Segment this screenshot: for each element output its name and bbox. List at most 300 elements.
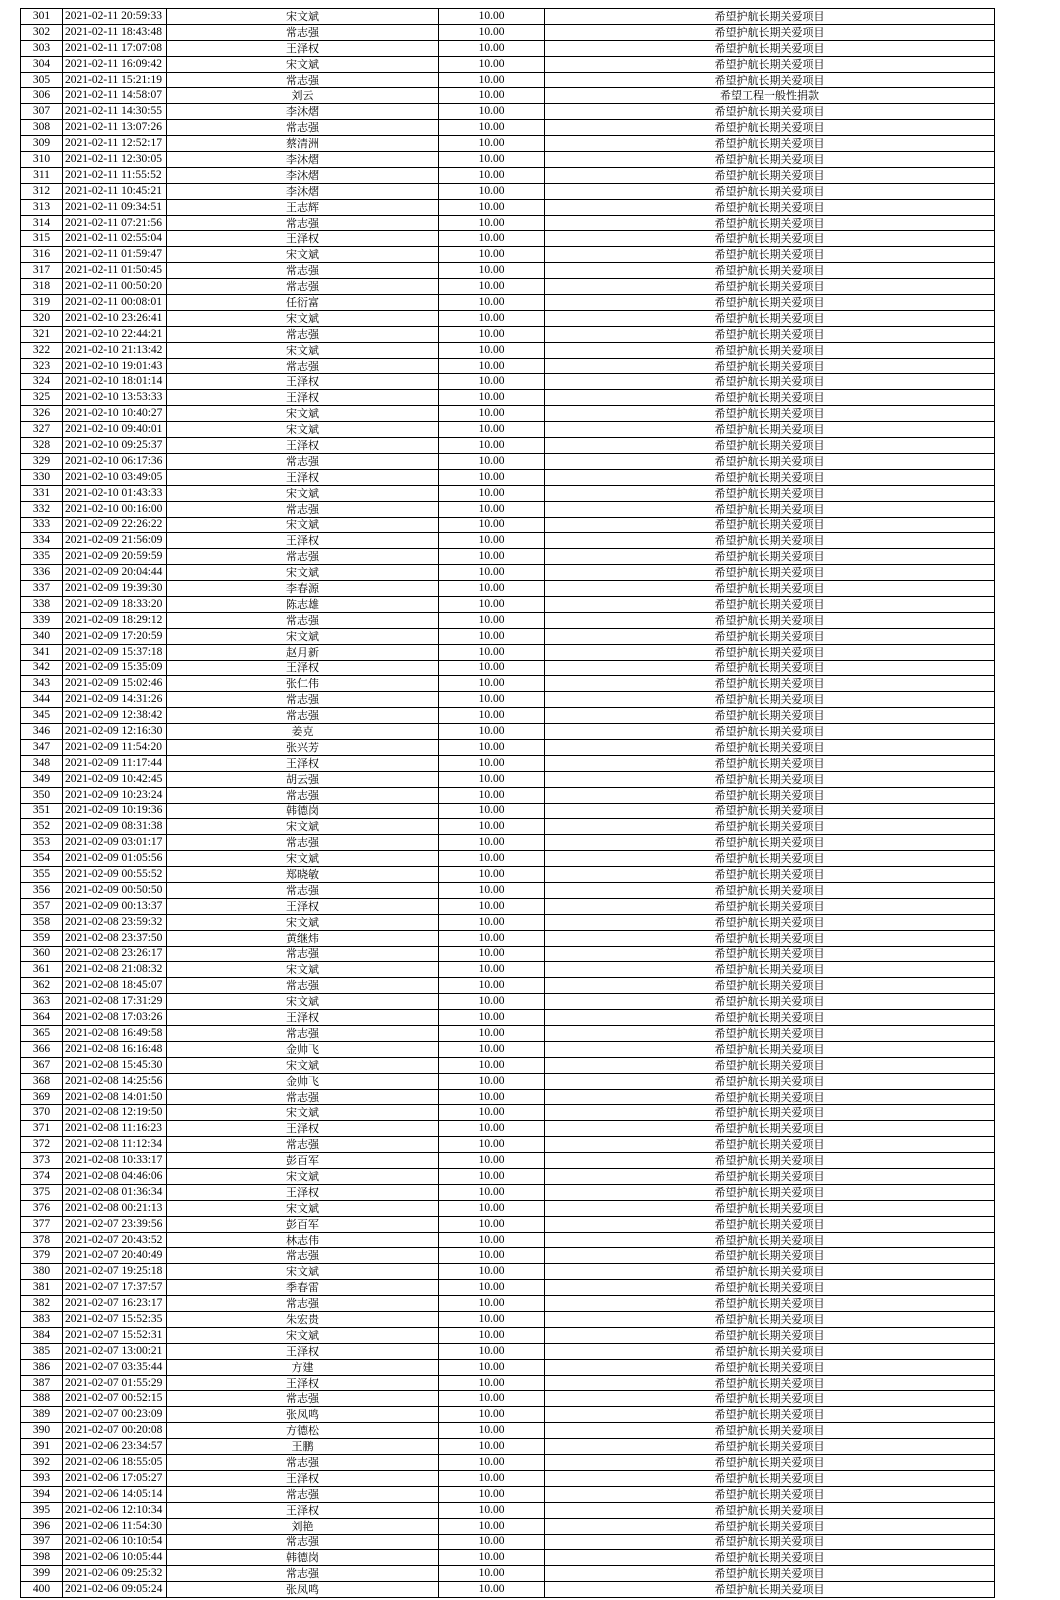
table-row xyxy=(21,104,995,120)
table-row xyxy=(21,549,995,565)
donor-name-cell: 黄继炜 xyxy=(167,930,439,946)
project-name-cell: 希望护航长期关爱项目 xyxy=(545,1105,995,1121)
serial-number-cell: 358 xyxy=(21,914,63,930)
serial-number-cell: 312 xyxy=(21,183,63,199)
amount-cell: 10.00 xyxy=(439,1200,545,1216)
serial-number-cell: 371 xyxy=(21,1121,63,1137)
donation-time-cell: 2021-02-09 14:31:26 xyxy=(63,692,167,708)
table-row xyxy=(21,279,995,295)
serial-number-cell: 365 xyxy=(21,1026,63,1042)
donor-name-cell: 常志强 xyxy=(167,1137,439,1153)
table-row xyxy=(21,1041,995,1057)
donor-name-cell: 姜克 xyxy=(167,724,439,740)
serial-number-cell: 360 xyxy=(21,946,63,962)
donor-name-cell: 张凤鸣 xyxy=(167,1582,439,1598)
project-name-cell: 希望护航长期关爱项目 xyxy=(545,1518,995,1534)
amount-cell: 10.00 xyxy=(439,1582,545,1598)
project-name-cell: 希望护航长期关爱项目 xyxy=(545,1041,995,1057)
table-row xyxy=(21,342,995,358)
table-row xyxy=(21,40,995,56)
table-row xyxy=(21,660,995,676)
amount-cell: 10.00 xyxy=(439,1534,545,1550)
serial-number-cell: 314 xyxy=(21,215,63,231)
serial-number-cell: 373 xyxy=(21,1153,63,1169)
project-name-cell: 希望护航长期关爱项目 xyxy=(545,1073,995,1089)
donor-name-cell: 王泽权 xyxy=(167,755,439,771)
project-name-cell: 希望护航长期关爱项目 xyxy=(545,1089,995,1105)
table-row xyxy=(21,1534,995,1550)
project-name-cell: 希望护航长期关爱项目 xyxy=(545,1248,995,1264)
serial-number-cell: 341 xyxy=(21,644,63,660)
table-row xyxy=(21,469,995,485)
table-row xyxy=(21,1502,995,1518)
serial-number-cell: 320 xyxy=(21,310,63,326)
table-row xyxy=(21,438,995,454)
donation-time-cell: 2021-02-09 15:35:09 xyxy=(63,660,167,676)
serial-number-cell: 367 xyxy=(21,1057,63,1073)
table-row xyxy=(21,1153,995,1169)
amount-cell: 10.00 xyxy=(439,549,545,565)
donation-time-cell: 2021-02-10 22:44:21 xyxy=(63,326,167,342)
donation-time-cell: 2021-02-07 00:23:09 xyxy=(63,1407,167,1423)
project-name-cell: 希望护航长期关爱项目 xyxy=(545,1439,995,1455)
donor-name-cell: 常志强 xyxy=(167,120,439,136)
serial-number-cell: 340 xyxy=(21,628,63,644)
donation-time-cell: 2021-02-11 17:07:08 xyxy=(63,40,167,56)
donation-time-cell: 2021-02-06 17:05:27 xyxy=(63,1470,167,1486)
donation-time-cell: 2021-02-09 15:02:46 xyxy=(63,676,167,692)
serial-number-cell: 335 xyxy=(21,549,63,565)
table-row xyxy=(21,692,995,708)
donation-time-cell: 2021-02-10 09:25:37 xyxy=(63,438,167,454)
project-name-cell: 希望护航长期关爱项目 xyxy=(545,1137,995,1153)
table-row xyxy=(21,628,995,644)
project-name-cell: 希望护航长期关爱项目 xyxy=(545,438,995,454)
donation-time-cell: 2021-02-08 23:59:32 xyxy=(63,914,167,930)
project-name-cell: 希望护航长期关爱项目 xyxy=(545,120,995,136)
project-name-cell: 希望护航长期关爱项目 xyxy=(545,390,995,406)
amount-cell: 10.00 xyxy=(439,406,545,422)
serial-number-cell: 313 xyxy=(21,199,63,215)
donation-time-cell: 2021-02-08 01:36:34 xyxy=(63,1184,167,1200)
serial-number-cell: 390 xyxy=(21,1423,63,1439)
serial-number-cell: 329 xyxy=(21,453,63,469)
serial-number-cell: 305 xyxy=(21,72,63,88)
donation-time-cell: 2021-02-11 14:58:07 xyxy=(63,88,167,104)
donor-name-cell: 常志强 xyxy=(167,1455,439,1471)
serial-number-cell: 399 xyxy=(21,1566,63,1582)
table-row xyxy=(21,1423,995,1439)
serial-number-cell: 316 xyxy=(21,247,63,263)
project-name-cell: 希望护航长期关爱项目 xyxy=(545,882,995,898)
donor-name-cell: 赵月新 xyxy=(167,644,439,660)
donor-name-cell: 王鹏 xyxy=(167,1439,439,1455)
amount-cell: 10.00 xyxy=(439,24,545,40)
table-row xyxy=(21,183,995,199)
table-row xyxy=(21,994,995,1010)
amount-cell: 10.00 xyxy=(439,9,545,25)
table-row xyxy=(21,1280,995,1296)
donor-name-cell: 常志强 xyxy=(167,835,439,851)
table-row xyxy=(21,24,995,40)
amount-cell: 10.00 xyxy=(439,755,545,771)
donation-time-cell: 2021-02-11 20:59:33 xyxy=(63,9,167,25)
table-row xyxy=(21,215,995,231)
project-name-cell: 希望护航长期关爱项目 xyxy=(545,803,995,819)
donation-time-cell: 2021-02-09 11:54:20 xyxy=(63,739,167,755)
donor-name-cell: 王志辉 xyxy=(167,199,439,215)
table-row xyxy=(21,755,995,771)
amount-cell: 10.00 xyxy=(439,56,545,72)
donation-time-cell: 2021-02-11 16:09:42 xyxy=(63,56,167,72)
donation-time-cell: 2021-02-10 00:16:00 xyxy=(63,501,167,517)
donor-name-cell: 王泽权 xyxy=(167,231,439,247)
serial-number-cell: 366 xyxy=(21,1041,63,1057)
donor-name-cell: 常志强 xyxy=(167,1248,439,1264)
donor-name-cell: 王泽权 xyxy=(167,1470,439,1486)
amount-cell: 10.00 xyxy=(439,279,545,295)
donation-time-cell: 2021-02-09 22:26:22 xyxy=(63,517,167,533)
project-name-cell: 希望护航长期关爱项目 xyxy=(545,787,995,803)
donation-time-cell: 2021-02-07 03:35:44 xyxy=(63,1359,167,1375)
donor-name-cell: 常志强 xyxy=(167,946,439,962)
project-name-cell: 希望护航长期关爱项目 xyxy=(545,263,995,279)
serial-number-cell: 363 xyxy=(21,994,63,1010)
table-row xyxy=(21,1184,995,1200)
donor-name-cell: 彭百军 xyxy=(167,1216,439,1232)
serial-number-cell: 349 xyxy=(21,771,63,787)
donor-name-cell: 常志强 xyxy=(167,612,439,628)
project-name-cell: 希望护航长期关爱项目 xyxy=(545,1026,995,1042)
amount-cell: 10.00 xyxy=(439,708,545,724)
table-row xyxy=(21,1216,995,1232)
project-name-cell: 希望护航长期关爱项目 xyxy=(545,40,995,56)
donation-time-cell: 2021-02-11 12:52:17 xyxy=(63,136,167,152)
amount-cell: 10.00 xyxy=(439,565,545,581)
donation-time-cell: 2021-02-10 10:40:27 xyxy=(63,406,167,422)
serial-number-cell: 357 xyxy=(21,898,63,914)
table-row xyxy=(21,1566,995,1582)
amount-cell: 10.00 xyxy=(439,1312,545,1328)
donor-name-cell: 季春雷 xyxy=(167,1280,439,1296)
amount-cell: 10.00 xyxy=(439,374,545,390)
amount-cell: 10.00 xyxy=(439,1470,545,1486)
donation-time-cell: 2021-02-08 18:45:07 xyxy=(63,978,167,994)
amount-cell: 10.00 xyxy=(439,342,545,358)
amount-cell: 10.00 xyxy=(439,469,545,485)
donor-name-cell: 常志强 xyxy=(167,1391,439,1407)
donor-name-cell: 常志强 xyxy=(167,708,439,724)
serial-number-cell: 308 xyxy=(21,120,63,136)
table-row xyxy=(21,1296,995,1312)
donation-time-cell: 2021-02-09 10:42:45 xyxy=(63,771,167,787)
serial-number-cell: 380 xyxy=(21,1264,63,1280)
donation-time-cell: 2021-02-06 12:10:34 xyxy=(63,1502,167,1518)
serial-number-cell: 361 xyxy=(21,962,63,978)
project-name-cell: 希望护航长期关爱项目 xyxy=(545,1057,995,1073)
serial-number-cell: 400 xyxy=(21,1582,63,1598)
project-name-cell: 希望护航长期关爱项目 xyxy=(545,1280,995,1296)
serial-number-cell: 323 xyxy=(21,358,63,374)
donor-name-cell: 李沐熠 xyxy=(167,152,439,168)
project-name-cell: 希望护航长期关爱项目 xyxy=(545,136,995,152)
table-row xyxy=(21,914,995,930)
table-row xyxy=(21,946,995,962)
amount-cell: 10.00 xyxy=(439,453,545,469)
project-name-cell: 希望护航长期关爱项目 xyxy=(545,72,995,88)
serial-number-cell: 342 xyxy=(21,660,63,676)
amount-cell: 10.00 xyxy=(439,231,545,247)
donor-name-cell: 陈志雄 xyxy=(167,596,439,612)
project-name-cell: 希望护航长期关爱项目 xyxy=(545,549,995,565)
table-row xyxy=(21,1264,995,1280)
donation-time-cell: 2021-02-07 00:52:15 xyxy=(63,1391,167,1407)
table-row xyxy=(21,501,995,517)
serial-number-cell: 310 xyxy=(21,152,63,168)
amount-cell: 10.00 xyxy=(439,1391,545,1407)
donor-name-cell: 常志强 xyxy=(167,263,439,279)
amount-cell: 10.00 xyxy=(439,1216,545,1232)
table-row xyxy=(21,326,995,342)
amount-cell: 10.00 xyxy=(439,787,545,803)
serial-number-cell: 364 xyxy=(21,1010,63,1026)
donor-name-cell: 李沐熠 xyxy=(167,167,439,183)
donation-time-cell: 2021-02-11 12:30:05 xyxy=(63,152,167,168)
donor-name-cell: 常志强 xyxy=(167,787,439,803)
table-row xyxy=(21,1518,995,1534)
serial-number-cell: 389 xyxy=(21,1407,63,1423)
amount-cell: 10.00 xyxy=(439,1423,545,1439)
donation-time-cell: 2021-02-06 11:54:30 xyxy=(63,1518,167,1534)
donation-time-cell: 2021-02-10 23:26:41 xyxy=(63,310,167,326)
donor-name-cell: 王泽权 xyxy=(167,1375,439,1391)
serial-number-cell: 324 xyxy=(21,374,63,390)
amount-cell: 10.00 xyxy=(439,1137,545,1153)
project-name-cell: 希望护航长期关爱项目 xyxy=(545,962,995,978)
table-row xyxy=(21,406,995,422)
amount-cell: 10.00 xyxy=(439,1407,545,1423)
donor-name-cell: 常志强 xyxy=(167,1486,439,1502)
donation-time-cell: 2021-02-11 13:07:26 xyxy=(63,120,167,136)
donor-name-cell: 王泽权 xyxy=(167,374,439,390)
amount-cell: 10.00 xyxy=(439,612,545,628)
project-name-cell: 希望护航长期关爱项目 xyxy=(545,1216,995,1232)
serial-number-cell: 356 xyxy=(21,882,63,898)
donor-name-cell: 张凤鸣 xyxy=(167,1407,439,1423)
project-name-cell: 希望护航长期关爱项目 xyxy=(545,1010,995,1026)
serial-number-cell: 377 xyxy=(21,1216,63,1232)
serial-number-cell: 388 xyxy=(21,1391,63,1407)
table-row xyxy=(21,374,995,390)
serial-number-cell: 362 xyxy=(21,978,63,994)
amount-cell: 10.00 xyxy=(439,946,545,962)
donation-time-cell: 2021-02-07 17:37:57 xyxy=(63,1280,167,1296)
donor-name-cell: 宋文斌 xyxy=(167,1105,439,1121)
donor-name-cell: 韩德岗 xyxy=(167,1550,439,1566)
serial-number-cell: 386 xyxy=(21,1359,63,1375)
donation-time-cell: 2021-02-08 11:12:34 xyxy=(63,1137,167,1153)
project-name-cell: 希望护航长期关爱项目 xyxy=(545,565,995,581)
amount-cell: 10.00 xyxy=(439,517,545,533)
project-name-cell: 希望护航长期关爱项目 xyxy=(545,596,995,612)
donation-time-cell: 2021-02-10 03:49:05 xyxy=(63,469,167,485)
serial-number-cell: 348 xyxy=(21,755,63,771)
project-name-cell: 希望护航长期关爱项目 xyxy=(545,1582,995,1598)
table-row xyxy=(21,9,995,25)
amount-cell: 10.00 xyxy=(439,1057,545,1073)
amount-cell: 10.00 xyxy=(439,1121,545,1137)
serial-number-cell: 336 xyxy=(21,565,63,581)
serial-number-cell: 334 xyxy=(21,533,63,549)
serial-number-cell: 393 xyxy=(21,1470,63,1486)
amount-cell: 10.00 xyxy=(439,88,545,104)
donation-time-cell: 2021-02-06 09:25:32 xyxy=(63,1566,167,1582)
project-name-cell: 希望护航长期关爱项目 xyxy=(545,453,995,469)
donation-time-cell: 2021-02-08 14:01:50 xyxy=(63,1089,167,1105)
amount-cell: 10.00 xyxy=(439,136,545,152)
table-row xyxy=(21,136,995,152)
serial-number-cell: 370 xyxy=(21,1105,63,1121)
project-name-cell: 希望护航长期关爱项目 xyxy=(545,1359,995,1375)
table-row xyxy=(21,771,995,787)
amount-cell: 10.00 xyxy=(439,1232,545,1248)
table-row xyxy=(21,533,995,549)
table-row xyxy=(21,1407,995,1423)
table-row xyxy=(21,88,995,104)
project-name-cell: 希望护航长期关爱项目 xyxy=(545,819,995,835)
serial-number-cell: 351 xyxy=(21,803,63,819)
amount-cell: 10.00 xyxy=(439,676,545,692)
donor-name-cell: 宋文斌 xyxy=(167,851,439,867)
amount-cell: 10.00 xyxy=(439,501,545,517)
donor-name-cell: 常志强 xyxy=(167,453,439,469)
table-row xyxy=(21,310,995,326)
donation-time-cell: 2021-02-08 11:16:23 xyxy=(63,1121,167,1137)
project-name-cell: 希望护航长期关爱项目 xyxy=(545,739,995,755)
amount-cell: 10.00 xyxy=(439,72,545,88)
serial-number-cell: 339 xyxy=(21,612,63,628)
donor-name-cell: 王泽权 xyxy=(167,469,439,485)
amount-cell: 10.00 xyxy=(439,1248,545,1264)
amount-cell: 10.00 xyxy=(439,199,545,215)
donation-time-cell: 2021-02-11 11:55:52 xyxy=(63,167,167,183)
serial-number-cell: 379 xyxy=(21,1248,63,1264)
amount-cell: 10.00 xyxy=(439,692,545,708)
amount-cell: 10.00 xyxy=(439,358,545,374)
project-name-cell: 希望护航长期关爱项目 xyxy=(545,851,995,867)
project-name-cell: 希望护航长期关爱项目 xyxy=(545,724,995,740)
amount-cell: 10.00 xyxy=(439,596,545,612)
amount-cell: 10.00 xyxy=(439,1502,545,1518)
donation-time-cell: 2021-02-09 00:13:37 xyxy=(63,898,167,914)
table-row xyxy=(21,485,995,501)
donor-name-cell: 宋文斌 xyxy=(167,517,439,533)
donor-name-cell: 王泽权 xyxy=(167,660,439,676)
project-name-cell: 希望护航长期关爱项目 xyxy=(545,1312,995,1328)
donation-time-cell: 2021-02-11 10:45:21 xyxy=(63,183,167,199)
amount-cell: 10.00 xyxy=(439,1089,545,1105)
donor-name-cell: 常志强 xyxy=(167,279,439,295)
amount-cell: 10.00 xyxy=(439,183,545,199)
serial-number-cell: 395 xyxy=(21,1502,63,1518)
serial-number-cell: 302 xyxy=(21,24,63,40)
donor-name-cell: 王泽权 xyxy=(167,438,439,454)
donation-time-cell: 2021-02-08 15:45:30 xyxy=(63,1057,167,1073)
project-name-cell: 希望护航长期关爱项目 xyxy=(545,978,995,994)
table-row xyxy=(21,803,995,819)
donor-name-cell: 金帅飞 xyxy=(167,1073,439,1089)
amount-cell: 10.00 xyxy=(439,1566,545,1582)
serial-number-cell: 396 xyxy=(21,1518,63,1534)
table-row xyxy=(21,422,995,438)
donation-time-cell: 2021-02-07 19:25:18 xyxy=(63,1264,167,1280)
serial-number-cell: 311 xyxy=(21,167,63,183)
donation-time-cell: 2021-02-08 23:26:17 xyxy=(63,946,167,962)
table-row xyxy=(21,644,995,660)
amount-cell: 10.00 xyxy=(439,326,545,342)
project-name-cell: 希望护航长期关爱项目 xyxy=(545,1455,995,1471)
donor-name-cell: 胡云强 xyxy=(167,771,439,787)
serial-number-cell: 353 xyxy=(21,835,63,851)
table-row xyxy=(21,708,995,724)
donor-name-cell: 朱宏贵 xyxy=(167,1312,439,1328)
project-name-cell: 希望护航长期关爱项目 xyxy=(545,501,995,517)
project-name-cell: 希望护航长期关爱项目 xyxy=(545,215,995,231)
donor-name-cell: 蔡清洲 xyxy=(167,136,439,152)
project-name-cell: 希望护航长期关爱项目 xyxy=(545,930,995,946)
serial-number-cell: 381 xyxy=(21,1280,63,1296)
donor-name-cell: 宋文斌 xyxy=(167,962,439,978)
project-name-cell: 希望护航长期关爱项目 xyxy=(545,104,995,120)
serial-number-cell: 384 xyxy=(21,1327,63,1343)
project-name-cell: 希望护航长期关爱项目 xyxy=(545,326,995,342)
donor-name-cell: 常志强 xyxy=(167,1296,439,1312)
donation-time-cell: 2021-02-08 16:49:58 xyxy=(63,1026,167,1042)
project-name-cell: 希望护航长期关爱项目 xyxy=(545,231,995,247)
project-name-cell: 希望护航长期关爱项目 xyxy=(545,676,995,692)
amount-cell: 10.00 xyxy=(439,644,545,660)
project-name-cell: 希望护航长期关爱项目 xyxy=(545,628,995,644)
serial-number-cell: 383 xyxy=(21,1312,63,1328)
donor-name-cell: 宋文斌 xyxy=(167,1264,439,1280)
donor-name-cell: 宋文斌 xyxy=(167,1200,439,1216)
donation-time-cell: 2021-02-07 16:23:17 xyxy=(63,1296,167,1312)
serial-number-cell: 354 xyxy=(21,851,63,867)
amount-cell: 10.00 xyxy=(439,978,545,994)
table-row xyxy=(21,1327,995,1343)
serial-number-cell: 343 xyxy=(21,676,63,692)
project-name-cell: 希望护航长期关爱项目 xyxy=(545,199,995,215)
donation-time-cell: 2021-02-08 00:21:13 xyxy=(63,1200,167,1216)
serial-number-cell: 398 xyxy=(21,1550,63,1566)
serial-number-cell: 345 xyxy=(21,708,63,724)
table-row xyxy=(21,1248,995,1264)
donation-time-cell: 2021-02-07 01:55:29 xyxy=(63,1375,167,1391)
serial-number-cell: 382 xyxy=(21,1296,63,1312)
donation-time-cell: 2021-02-09 00:50:50 xyxy=(63,882,167,898)
donation-time-cell: 2021-02-09 03:01:17 xyxy=(63,835,167,851)
amount-cell: 10.00 xyxy=(439,771,545,787)
donor-name-cell: 方建 xyxy=(167,1359,439,1375)
serial-number-cell: 347 xyxy=(21,739,63,755)
donation-time-cell: 2021-02-09 11:17:44 xyxy=(63,755,167,771)
donor-name-cell: 宋文斌 xyxy=(167,628,439,644)
table-row xyxy=(21,1073,995,1089)
donation-time-cell: 2021-02-06 18:55:05 xyxy=(63,1455,167,1471)
donor-name-cell: 宋文斌 xyxy=(167,819,439,835)
amount-cell: 10.00 xyxy=(439,1169,545,1185)
serial-number-cell: 328 xyxy=(21,438,63,454)
